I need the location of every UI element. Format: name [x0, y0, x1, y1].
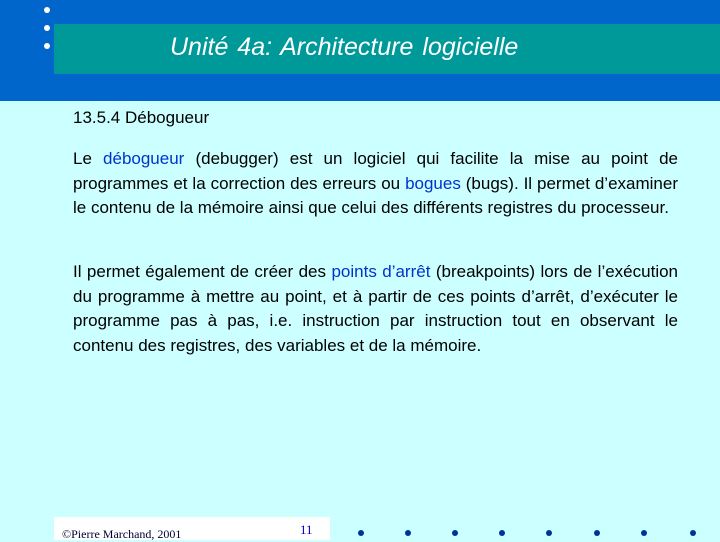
footer-bullet-dot	[358, 530, 364, 536]
paragraph-debugger-definition	[73, 147, 678, 221]
footer-bullet-dot	[499, 530, 505, 536]
copyright-notice: ©Pierre Marchand, 2001	[62, 527, 182, 541]
paragraph-text: Le	[73, 149, 104, 168]
header-bullet-dot	[44, 43, 50, 49]
paragraph-breakpoints	[73, 260, 678, 358]
footer-bullet-dot	[452, 530, 458, 536]
term-bogues: bogues	[405, 173, 461, 193]
paragraph-text: (bugs). Il permet d’examiner le contenu de la mémoire ainsi que celui des différents registres du processeur.	[73, 173, 678, 217]
term-debogueur: débogueur	[103, 149, 185, 168]
footer-bullet-dot	[405, 530, 411, 536]
footer-bullet-dot	[690, 530, 696, 536]
paragraph-text: (breakpoints) lors de l’exécution du programme à mettre au point, et à partir de ces points d’arrêt, d’exécuter le programme pas à pas, i.e. instruction par instruction tout en observant le contenu des registres, des variables et de la mémoire.	[73, 262, 679, 355]
term-points-arret: points d’arrêt	[331, 262, 431, 281]
footer-bullet-dot	[641, 530, 647, 536]
header-bullet-dot	[44, 25, 50, 31]
footer-bullet-dot	[594, 530, 600, 536]
header-bullet-dot	[44, 7, 50, 13]
paragraph-text: (debugger) est un logiciel qui facilite la mise au point de programmes et la correction des erreurs ou	[73, 149, 678, 193]
slide-title: Unité 4a: Architecture logicielle	[170, 33, 519, 61]
footer-bullet-dot	[546, 530, 552, 536]
section-title: 13.5.4 Débogueur	[73, 108, 210, 127]
page-number: 11	[300, 522, 313, 537]
paragraph-text: Il permet également de créer des	[73, 262, 332, 281]
